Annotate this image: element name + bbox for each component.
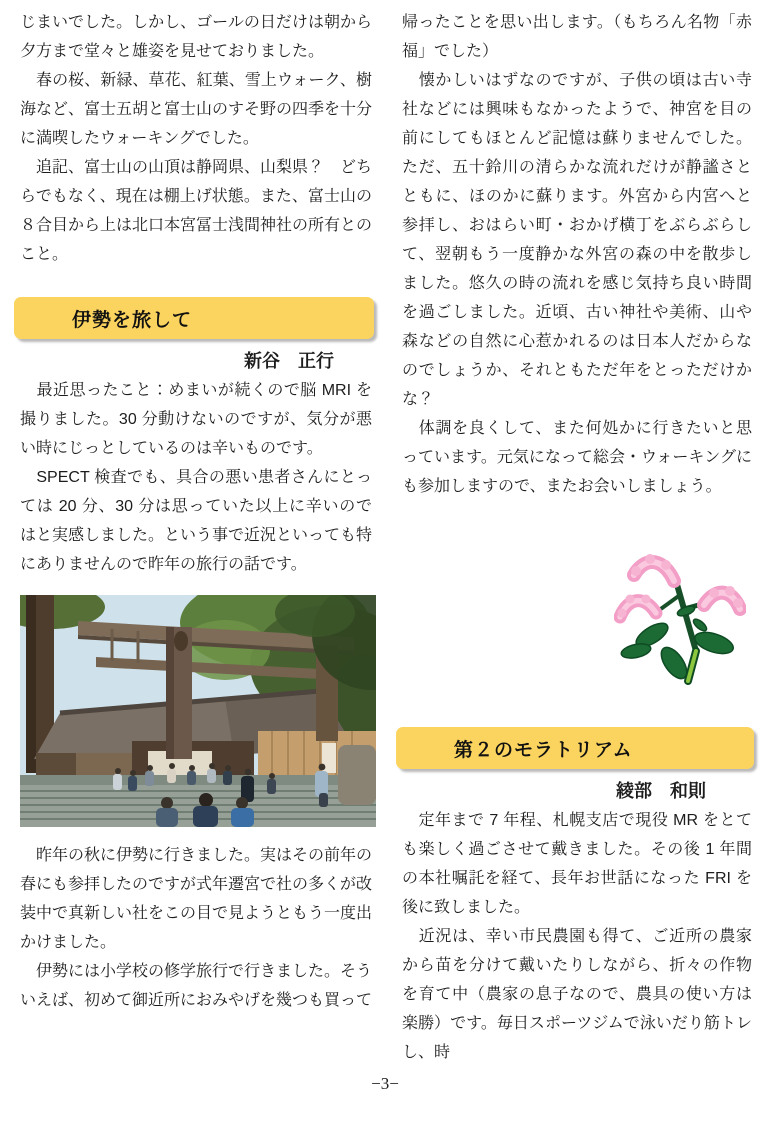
flower-clipart-graphic xyxy=(614,551,746,693)
continuation-paragraph: 春の桜、新緑、草花、紅葉、雪上ウォーク、樹海など、富士五胡と富士山のすそ野の四季を十分に満喫したウォーキングでした。 xyxy=(20,72,373,147)
article-paragraph: 帰ったことを思い出します。（もちろん名物「赤福」でした） xyxy=(402,14,752,60)
section-header-moratorium xyxy=(396,727,754,769)
article-paragraph: 定年まで 7 年程、札幌支店で現役 MR をとても楽しく過ごさせて戴きました。その後 1 年間の本社嘱託を経て、長年お世話になった FRI を後に致しました。 xyxy=(402,812,752,916)
ise-shrine-photo-graphic xyxy=(20,595,376,827)
section-header-ise xyxy=(14,297,374,339)
article-paragraph: 最近思ったこと：めまいが続くので脳 MRI を撮りました。30 分動けないのですが、気分が悪い時にじっとしているのは辛いものです。 xyxy=(20,382,372,457)
author-name: 綾部 和則 xyxy=(616,781,706,801)
article-paragraph: 体調を良くして、また何処かに行きたいと思っています。元気になって総会・ウォーキングにも参加しますので、またお会いしましょう。 xyxy=(402,420,752,495)
right-column xyxy=(402,8,752,1067)
author-name: 新谷 正行 xyxy=(244,351,334,371)
article-paragraph: 昨年の秋に伊勢に行きました。実はその前年の春にも参拝したのですが式年遷宮で社の多くが改装中で真新しい社をこの目で見ようともう一度出かけました。 xyxy=(20,847,373,951)
article-paragraph: 懐かしいはずなのですが、子供の頃は古い寺社などには興味もなかったようで、神宮を目の前にしてもほとんど記憶は蘇りませんでした。ただ、五十鈴川の清らかな流れだけが静謐さとともに、ほのかに蘇ります。外宮から内宮へと参拝し、おはらい町・おかげ横丁をぶらぶらして、翌朝もう一度静かな外宮の森の中を散歩しました。悠久の時の流れを感じ気持ち良い時間を過ごしました。近頃、古い神社や美術、山や森などの自然に心惹かれるのは日本人だからなのでしょうか、それともただ年をとっただけかな？ xyxy=(402,72,752,408)
page-number: −3− xyxy=(371,1074,399,1093)
section-title: 伊勢を旅して xyxy=(72,309,193,331)
continuation-paragraph: 追記、富士山の山頂は静岡県、山梨県？ どちらでもなく、現在は棚上げ状態。また、富士山の８合目から上は北口本宮冨士浅間神社の所有とのこと。 xyxy=(20,159,373,263)
ise-shrine-photo xyxy=(20,595,376,827)
article-paragraph: SPECT 検査でも、具合の悪い患者さんにとっては 20 分、30 分は思っていた以上に辛いのではと実感しました。という事で近況といっても特にありませんので昨年の旅行の話です。 xyxy=(20,469,373,573)
left-column xyxy=(20,8,372,1015)
continuation-paragraph: じまいでした。しかし、ゴールの日だけは朝から夕方まで堂々と雄姿を見せておりました。 xyxy=(20,14,372,60)
article-paragraph: 伊勢には小学校の修学旅行で行きました。そういえば、初めて御近所におみやげを幾つも買って xyxy=(20,963,373,1009)
flower-clipart xyxy=(402,551,752,693)
section-title: 第２のモラトリアム xyxy=(454,739,633,761)
article-paragraph: 近況は、幸い市民農園も得て、ご近所の農家から苗を分けて戴いたりしながら、折々の作物を育て中（農家の息子なので、農具の使い方は楽勝）です。毎日スポーツジムで泳いだり筋トレし、時 xyxy=(402,928,752,1061)
